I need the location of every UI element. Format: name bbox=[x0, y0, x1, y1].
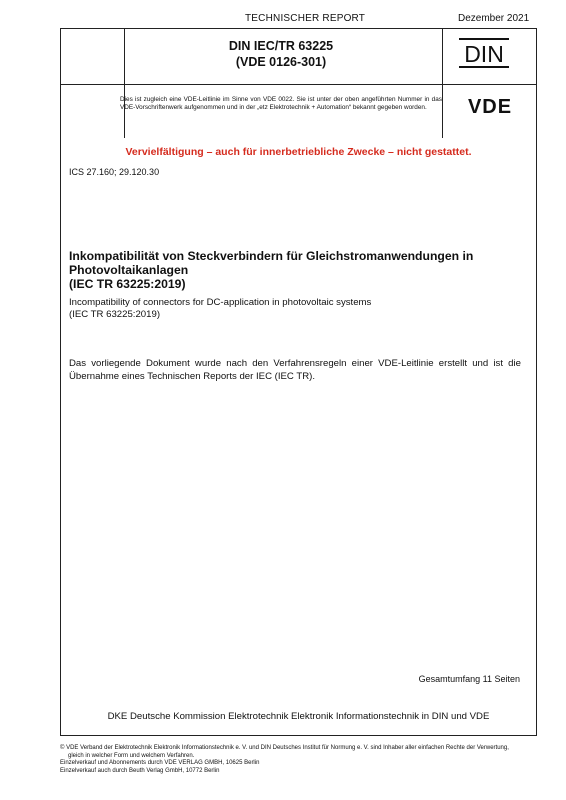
document-statement: Das vorliegende Dokument wurde nach den Verfahrensregeln einer VDE-Leitlinie erstellt und ist die Übernahme eines Technischen Reports der IEC (IEC TR). bbox=[69, 358, 521, 382]
vde-classification: (VDE 0126-301) bbox=[235, 55, 327, 69]
designation-number: DIN IEC/TR 63225 bbox=[228, 39, 334, 53]
sales-line-beuth: Einzelverkauf auch durch Beuth Verlag GmbH, 10772 Berlin bbox=[60, 767, 220, 774]
sales-line-vde: Einzelverkauf und Abonnements durch VDE VERLAG GMBH, 10625 Berlin bbox=[60, 760, 260, 766]
copyright-line-cont: gleich in welcher Form und welchem Verfahren. bbox=[68, 752, 195, 759]
vde-logo bbox=[452, 96, 528, 116]
ics-codes: ICS 27.160; 29.120.30 bbox=[69, 167, 160, 177]
box-divider-right bbox=[442, 28, 443, 138]
publication-date: Dezember 2021 bbox=[458, 13, 530, 24]
title-german bbox=[69, 249, 529, 291]
din-logo bbox=[459, 38, 509, 68]
reproduction-notice: Vervielfältigung – auch für innerbetriebliche Zwecke – nicht gestattet. bbox=[125, 146, 472, 158]
title-english bbox=[69, 297, 529, 321]
copyright-line: © VDE Verband der Elektrotechnik Elektronik Informationstechnik e. V. und DIN Deutsches Institut für Normung e. V. sind Inhaber aller einfachen Rechte der Verwertung, bbox=[60, 745, 509, 751]
document-type: TECHNISCHER REPORT bbox=[245, 13, 366, 24]
document-designation bbox=[125, 38, 437, 70]
title-english-line2: (IEC TR 63225:2019) bbox=[69, 309, 161, 320]
title-german-line1: Inkompatibilität von Steckverbindern für Gleichstromanwendungen in bbox=[69, 249, 474, 263]
total-pages: Gesamtumfang 11 Seiten bbox=[418, 674, 520, 684]
committee-name: DKE Deutsche Kommission Elektrotechnik Elektronik Informationstechnik in DIN und VDE bbox=[107, 711, 490, 722]
box-divider-middle bbox=[60, 84, 537, 85]
vde-guideline-notice: Dies ist zugleich eine VDE-Leitlinie im Sinne von VDE 0022. Sie ist unter der oben angeführten Nummer in das VDE-Vorschriftenwerk aufgenommen und in der „etz Elektrotechnik + Automation“ bekannt gegeben worden. bbox=[120, 96, 442, 112]
din-logo-text: DIN bbox=[464, 41, 504, 67]
title-english-line1: Incompatibility of connectors for DC-application in photovoltaic systems bbox=[69, 297, 372, 308]
title-german-line3: (IEC TR 63225:2019) bbox=[69, 277, 186, 291]
vde-logo-text: VDE bbox=[467, 96, 513, 116]
copyright-footer bbox=[60, 745, 540, 775]
title-german-line2: Photovoltaikanlagen bbox=[69, 263, 189, 277]
